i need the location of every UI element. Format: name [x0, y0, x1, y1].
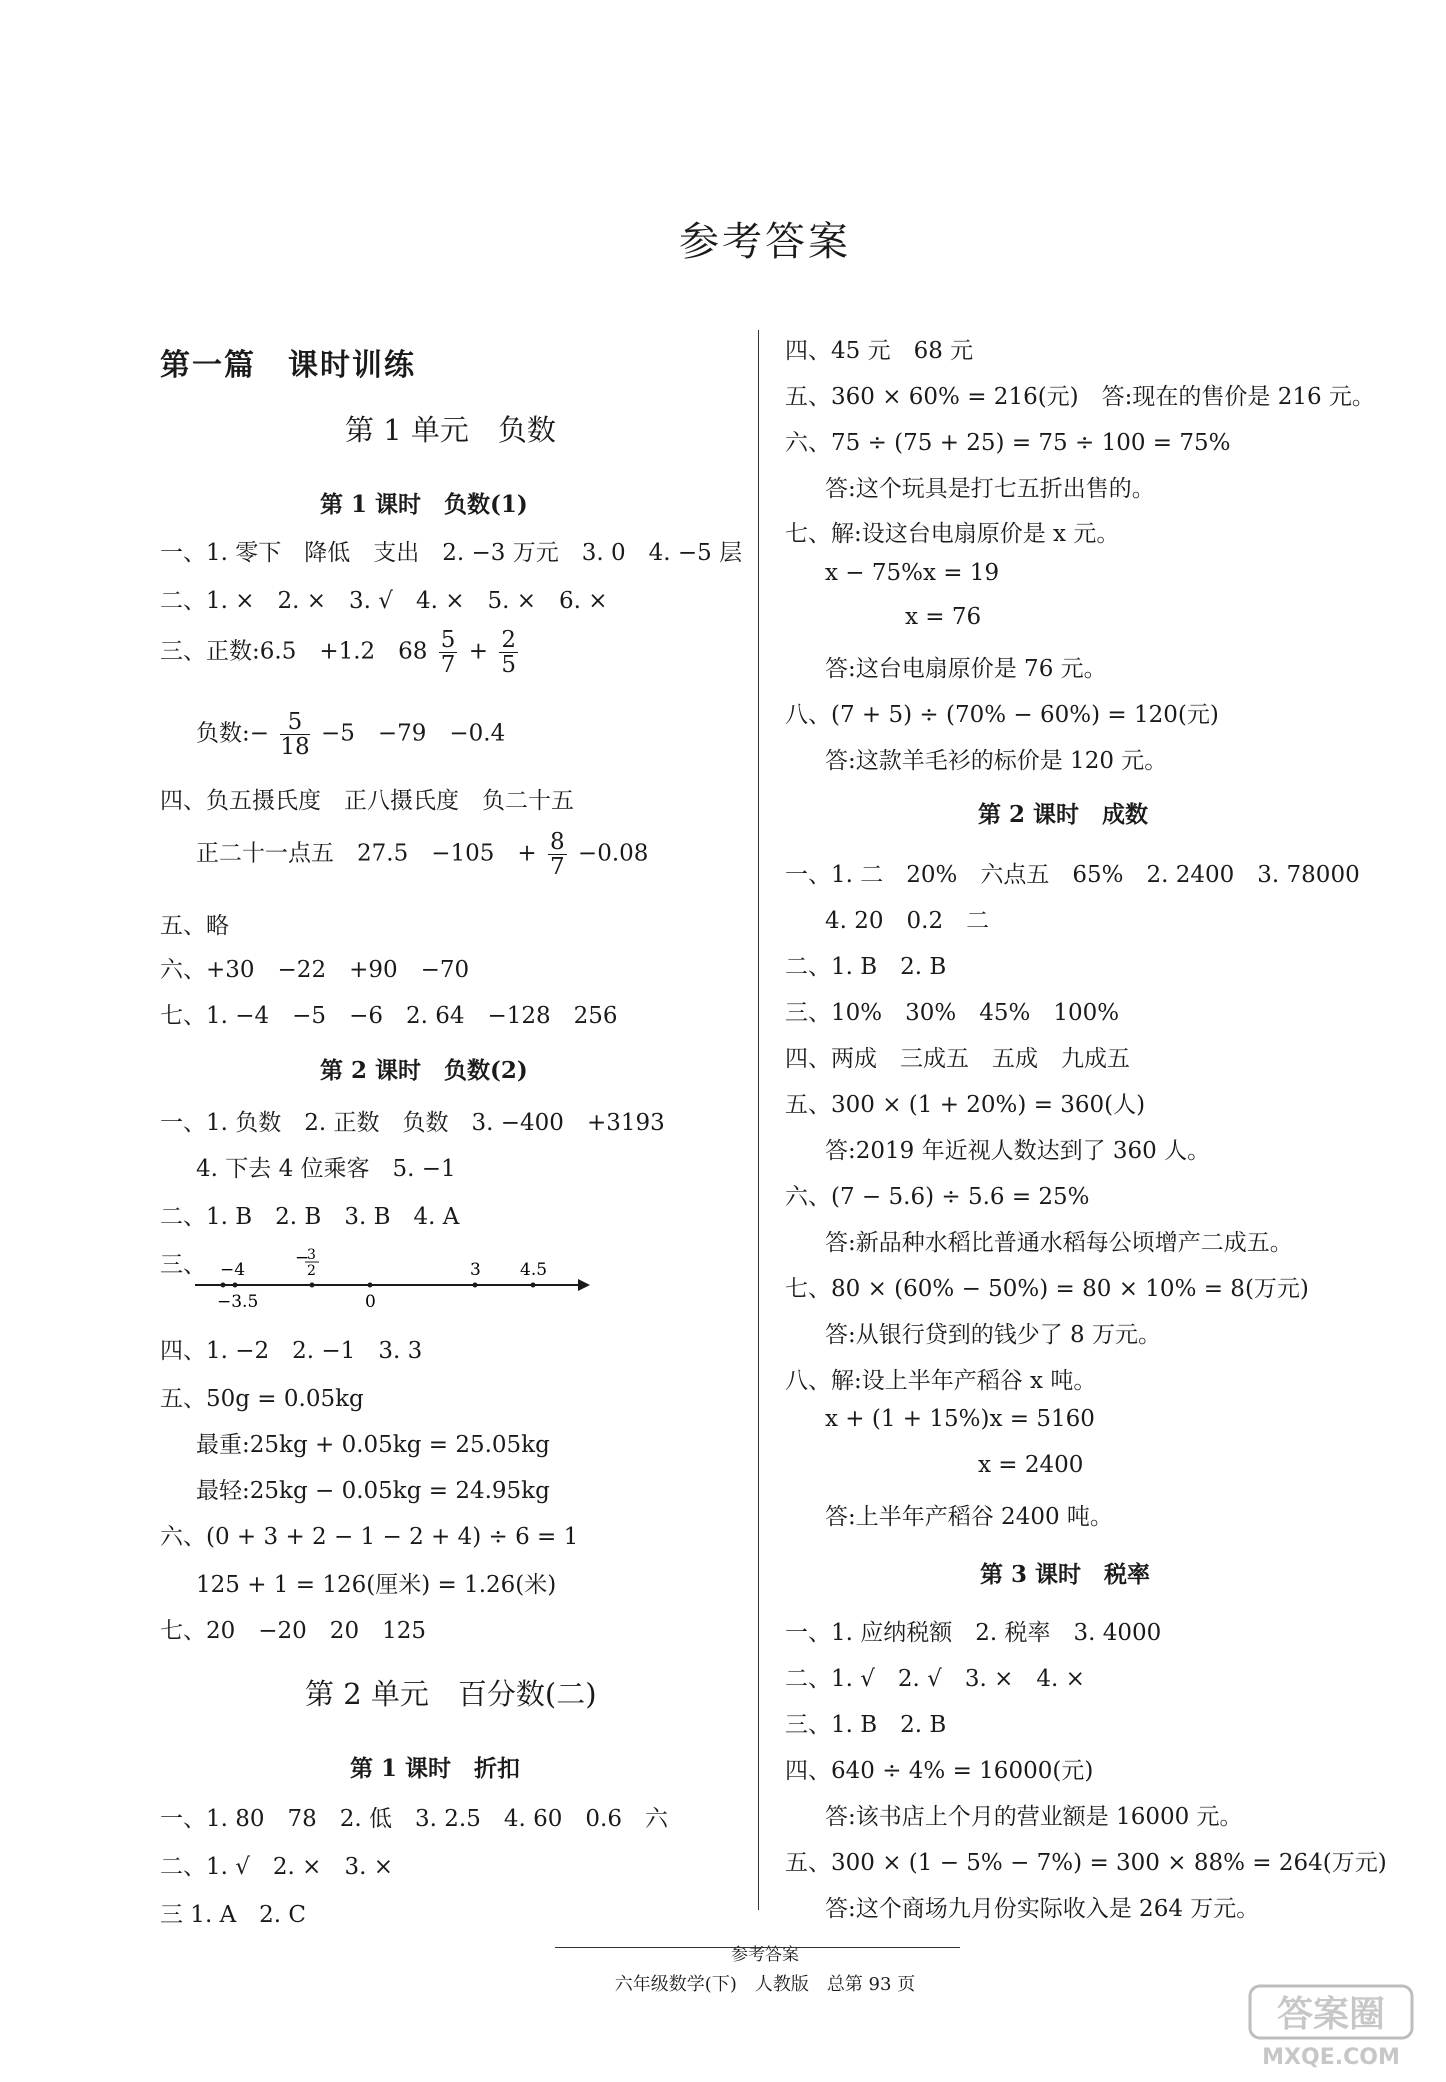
lesson-heading: 第 3 课时 税率	[980, 1561, 1151, 1588]
answer-line: 最轻:25kg − 0.05kg = 24.95kg	[196, 1478, 550, 1504]
answer-line: 六、75 ÷ (75 + 25) = 75 ÷ 100 = 75%	[785, 430, 1231, 456]
lesson-1-heading: 第 1 课时 负数(1)	[320, 491, 528, 518]
answer-line: 答:新品种水稻比普通水稻每公顷增产二成五。	[825, 1230, 1293, 1256]
answer-line: 答:这款羊毛衫的标价是 120 元。	[825, 748, 1168, 774]
answer-line: 一、1. 80 78 2. 低 3. 2.5 4. 60 0.6 六	[160, 1806, 668, 1832]
fraction	[499, 628, 518, 677]
answer-line: 二、1. √ 2. × 3. ×	[160, 1854, 393, 1880]
answer-line: 答:这个商场九月份实际收入是 264 万元。	[825, 1896, 1260, 1922]
answer-line: x = 2400	[978, 1452, 1084, 1478]
tick-label: 4.5	[520, 1260, 548, 1280]
answer-line: 七、80 × (60% − 50%) = 80 × 10% = 8(万元)	[785, 1276, 1309, 1302]
numerator: 5	[440, 627, 456, 653]
answer-line: 一、1. 负数 2. 正数 负数 3. −400 +3193	[160, 1110, 665, 1136]
tick-label: −3.5	[217, 1292, 259, 1312]
answer-line: 八、(7 + 5) ÷ (70% − 60%) = 120(元)	[785, 702, 1219, 728]
plus-sign: +	[468, 638, 488, 665]
answer-line: 125 + 1 = 126(厘米) = 1.26(米)	[196, 1572, 557, 1598]
answer-line: 二、1. B 2. B 3. B 4. A	[160, 1204, 460, 1230]
answer-line: 六、(7 − 5.6) ÷ 5.6 = 25%	[785, 1184, 1090, 1210]
answer-line: 最重:25kg + 0.05kg = 25.05kg	[196, 1432, 550, 1458]
lesson-2-heading: 第 2 课时 负数(2)	[320, 1057, 528, 1084]
answer-line: x = 76	[905, 604, 982, 630]
answer-line: 五、300 × (1 + 20%) = 360(人)	[785, 1092, 1146, 1118]
number-line	[195, 1245, 595, 1315]
numerator: 2	[501, 627, 516, 653]
answer-line: 五、360 × 60% = 216(元) 答:现在的售价是 216 元。	[785, 384, 1375, 410]
page-title: 参考答案	[679, 219, 851, 265]
answer-line: 4. 20 0.2 二	[825, 908, 990, 934]
answer-line: 答:该书店上个月的营业额是 16000 元。	[825, 1804, 1243, 1830]
answer-line: 七、20 −20 20 125	[160, 1618, 426, 1644]
answer-line: 七、解:设这台电扇原价是 x 元。	[785, 521, 1120, 547]
answer-line: 二、1. × 2. × 3. √ 4. × 5. × 6. ×	[160, 588, 608, 614]
answer-line: 答:上半年产稻谷 2400 吨。	[825, 1504, 1113, 1530]
answer-line: 四、负五摄氏度 正八摄氏度 负二十五	[160, 788, 574, 814]
answer-line: 四、1. −2 2. −1 3. 3	[160, 1338, 423, 1364]
answer-line: 四、640 ÷ 4% = 16000(元)	[785, 1758, 1094, 1784]
answer-line: 四、两成 三成五 五成 九成五	[785, 1046, 1130, 1072]
answer-line: 一、1. 零下 降低 支出 2. −3 万元 3. 0 4. −5 层	[160, 540, 743, 566]
denominator: 5	[501, 652, 516, 679]
watermark-graphic	[1246, 1982, 1416, 2072]
tick-label-numerator: 3	[307, 1247, 316, 1263]
denominator: 18	[280, 734, 310, 761]
answer-line: 五、略	[160, 913, 229, 939]
footer-rule	[555, 1947, 960, 1948]
fraction	[280, 710, 309, 759]
answer-line: 四、45 元 68 元	[785, 338, 974, 364]
watermark-logo	[1246, 1982, 1416, 2072]
answer-line-fractions	[196, 830, 648, 879]
numerator: 8	[549, 829, 565, 855]
answer-line: 三、	[160, 1252, 206, 1278]
tick-label: 0	[365, 1292, 376, 1312]
answer-line: 八、解:设上半年产稻谷 x 吨。	[785, 1368, 1097, 1394]
answer-line: 答:这个玩具是打七五折出售的。	[825, 476, 1155, 502]
lesson-heading: 第 1 课时 折扣	[350, 1755, 521, 1782]
answer-text: −5 −79 −0.4	[320, 720, 506, 747]
answer-line: 六、+30 −22 +90 −70	[160, 957, 470, 983]
answer-line: 4. 下去 4 位乘客 5. −1	[196, 1156, 456, 1182]
part-title: 第一篇 课时训练	[160, 348, 416, 383]
fraction	[548, 830, 567, 879]
answer-line: 一、1. 二 20% 六点五 65% 2. 2400 3. 78000	[785, 862, 1360, 888]
denominator: 7	[440, 652, 456, 679]
watermark-url: MXQE.COM	[1262, 2045, 1400, 2070]
answer-line: 三、10% 30% 45% 100%	[785, 1000, 1120, 1026]
answer-line: 答:从银行贷到的钱少了 8 万元。	[825, 1322, 1162, 1348]
answer-text: 三、正数:6.5 +1.2 68	[160, 638, 428, 665]
answer-line: 答:2019 年近视人数达到了 360 人。	[825, 1138, 1211, 1164]
answer-line: 二、1. B 2. B	[785, 954, 947, 980]
footer-info: 六年级数学(下) 人教版 总第 93 页	[614, 1974, 916, 1995]
tick-label: 3	[470, 1260, 481, 1280]
answer-line: 三、1. B 2. B	[785, 1712, 947, 1738]
watermark-text: 答案圈	[1276, 1994, 1386, 2035]
answer-line: 三 1. A 2. C	[160, 1902, 307, 1928]
answer-line: x + (1 + 15%)x = 5160	[825, 1406, 1095, 1432]
answer-text: 正二十一点五 27.5 −105 +	[196, 840, 537, 867]
answer-line: 二、1. √ 2. √ 3. × 4. ×	[785, 1666, 1085, 1692]
answer-line: 答:这台电扇原价是 76 元。	[825, 656, 1107, 682]
answer-text: −0.08	[577, 840, 649, 867]
unit-2-heading: 第 2 单元 百分数(二)	[305, 1677, 597, 1711]
answer-line: x − 75%x = 19	[825, 560, 1000, 586]
answer-line-fractions	[160, 628, 522, 677]
answer-line: 一、1. 应纳税额 2. 税率 3. 4000	[785, 1620, 1162, 1646]
unit-1-heading: 第 1 单元 负数	[345, 413, 556, 447]
answer-text: 负数:−	[196, 720, 270, 747]
tick-label: −	[295, 1248, 310, 1268]
column-divider	[758, 330, 759, 1910]
answer-line: 五、300 × (1 − 5% − 7%) = 300 × 88% = 264(万元)	[785, 1850, 1387, 1876]
footer-label: 参考答案	[731, 1945, 799, 1965]
answer-line-fractions	[196, 710, 505, 759]
numerator: 5	[280, 710, 309, 735]
fraction	[439, 628, 458, 677]
denominator: 7	[549, 854, 565, 881]
answer-line: 五、50g = 0.05kg	[160, 1386, 364, 1412]
tick-label: −4	[220, 1260, 246, 1280]
answer-line: 七、1. −4 −5 −6 2. 64 −128 256	[160, 1003, 618, 1029]
answer-line: 六、(0 + 3 + 2 − 1 − 2 + 4) ÷ 6 = 1	[160, 1524, 579, 1550]
lesson-heading: 第 2 课时 成数	[978, 801, 1149, 828]
tick-label-denominator: 2	[307, 1263, 316, 1279]
